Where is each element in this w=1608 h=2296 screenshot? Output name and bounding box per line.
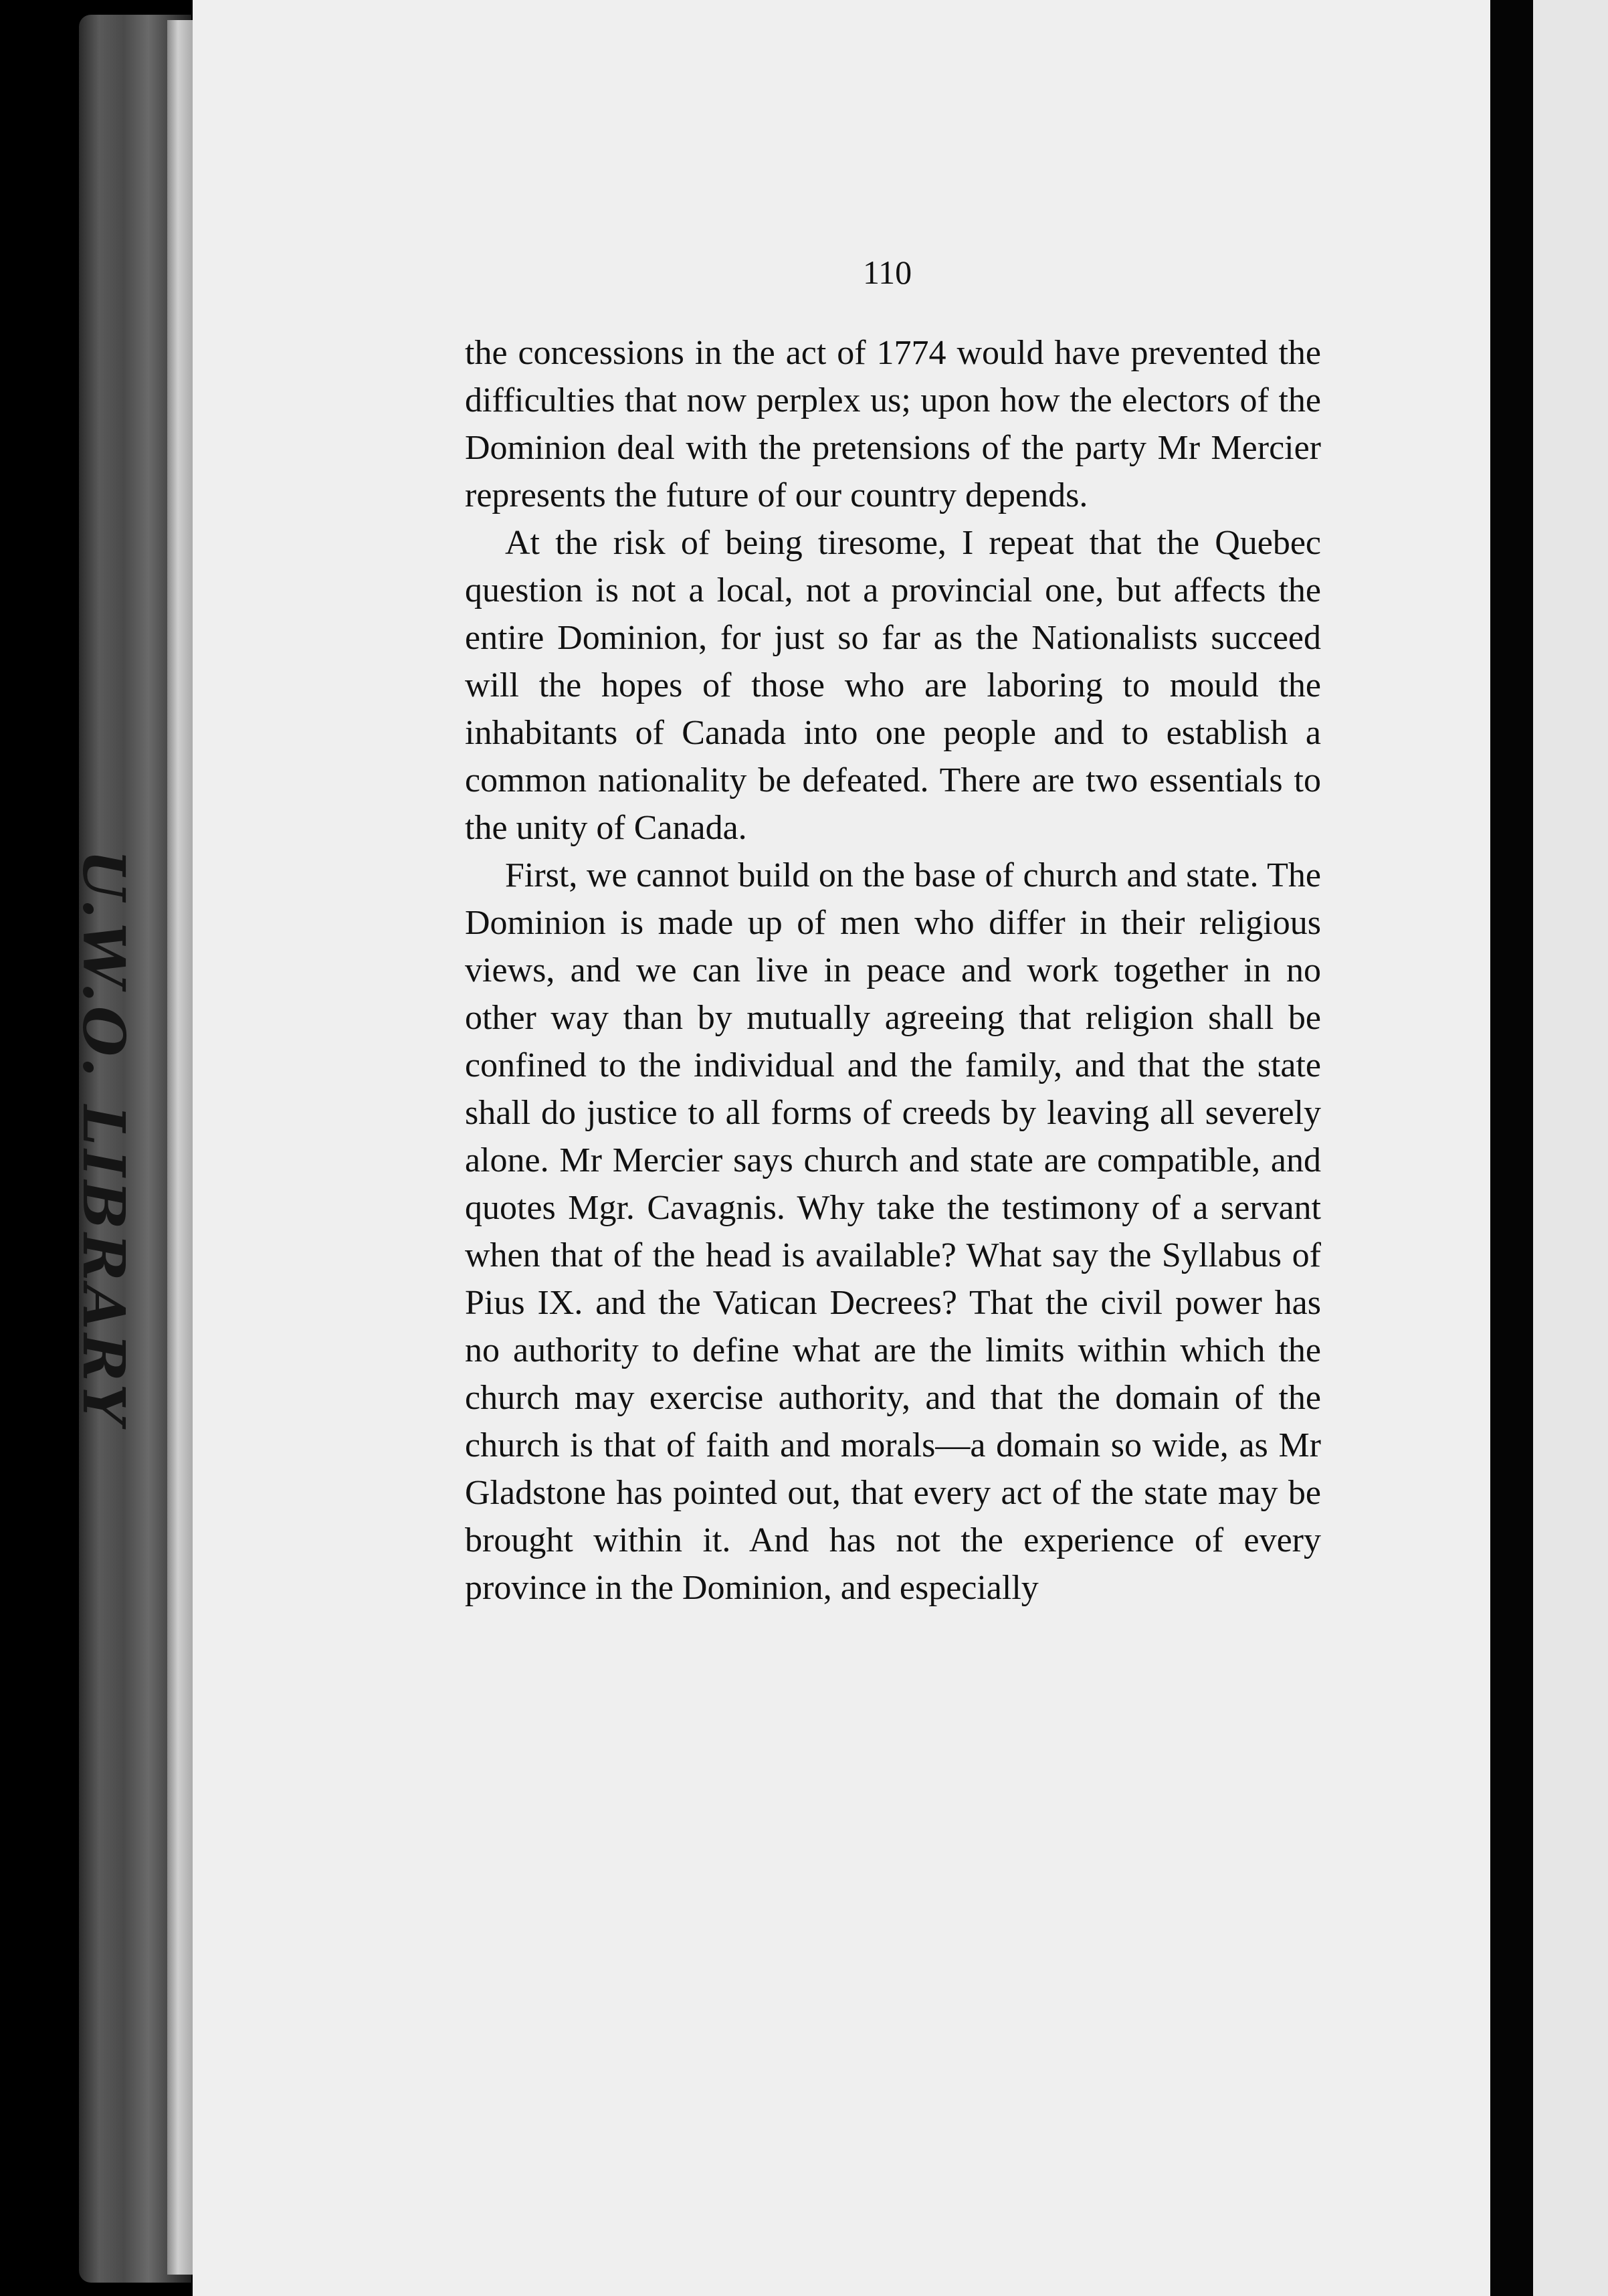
spine-library-label: U.W.O. LIBRARY [70, 850, 137, 1429]
paragraph: At the risk of being tiresome, I repeat that the Quebec question is not a local, not a provincial one, but affects the entire Dominion, for just so far as the Nationalists succeed will the hopes of those who are laboring to mould the inhabitants of Canada into one people and to establish a common nationality be defeated. There are two essentials to the unity of Canada. [465, 524, 1321, 847]
body-text [465, 329, 1321, 1612]
page-gutter [1490, 0, 1533, 2296]
facing-page-edge [1533, 0, 1608, 2296]
spine-edge [167, 20, 194, 2275]
paragraph: the concessions in the act of 1774 would have prevented the difficulties that now perplex us; upon how the electors of the Dominion deal with the pretensions of the party Mr Mercier represents the future of our country depends. [465, 334, 1321, 514]
page-number: 110 [863, 254, 912, 291]
paragraph: First, we cannot build on the base of church and state. The Dominion is made up of men who differ in their religious views, and we can live in peace and work together in no other way than by mutually agreeing that religion shall be confined to the individual and the family, and that the state shall do justice to all forms of creeds by leaving all severely alone. Mr Mercier says church and state are compatible, and quotes Mgr. Cavagnis. Why take the testimony of a servant when that of the head is available? What say the Syllabus of Pius IX. and the Vatican Decrees? That the civil power has no authority to define what are the limits within which the church may exercise authority, and that the domain of the church is that of faith and morals—a domain so wide, as Mr Gladstone has pointed out, that every act of the state may be brought within it. And has not the experience of every province in the Dominion, and especially [465, 856, 1321, 1607]
